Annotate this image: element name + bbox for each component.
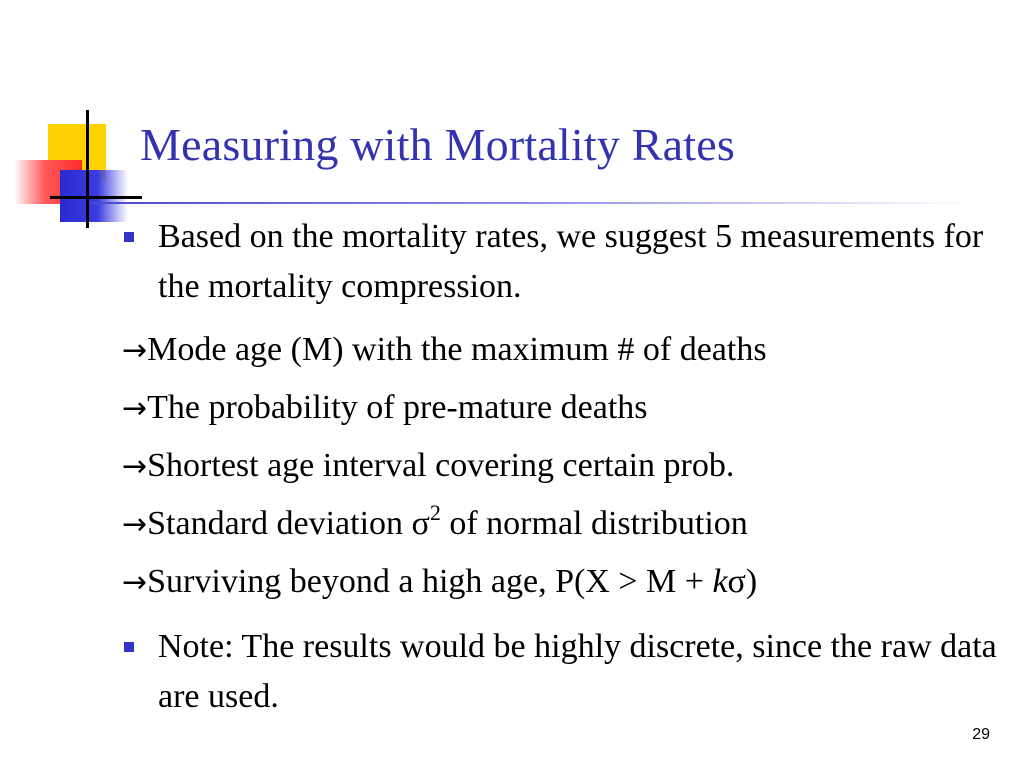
measurement-text: The probability of pre-mature deaths xyxy=(147,389,648,426)
measurement-text: Surviving beyond a high age, P(X > M + xyxy=(147,563,713,600)
right-arrow-icon: → xyxy=(122,565,148,600)
measurement-item xyxy=(122,560,757,605)
measurement-text-continued: of normal distribution xyxy=(440,505,748,542)
measurement-text: Mode age (M) with the maximum # of deaths xyxy=(147,331,767,368)
measurement-item xyxy=(122,386,648,431)
measurement-item xyxy=(122,502,748,547)
bullet-item xyxy=(122,622,1002,722)
right-arrow-icon: → xyxy=(122,333,148,368)
slide-title: Measuring with Mortality Rates xyxy=(140,119,735,170)
bullet-square-icon xyxy=(122,212,158,312)
horizontal-line xyxy=(50,196,142,199)
right-arrow-icon: → xyxy=(122,507,148,542)
bullet-item xyxy=(122,212,1002,312)
right-arrow-icon: → xyxy=(122,391,148,426)
right-arrow-icon: → xyxy=(122,449,148,484)
bullet-square-icon xyxy=(122,622,158,722)
italic-variable: k xyxy=(712,563,728,600)
measurement-item xyxy=(122,328,767,373)
measurement-text: Shortest age interval covering certain prob. xyxy=(147,447,735,484)
title-underline xyxy=(92,202,972,204)
measurement-text-continued: σ) xyxy=(727,563,758,600)
decorative-logo-graphic xyxy=(0,0,160,240)
page-number: 29 xyxy=(972,726,990,743)
superscript-exponent: 2 xyxy=(429,500,441,525)
measurement-item xyxy=(122,444,734,489)
bullet-text: Based on the mortality rates, we suggest 5 measurements for the mortality compression. xyxy=(158,218,984,305)
bullet-text: Note: The results would be highly discrete, since the raw data are used. xyxy=(158,628,997,715)
measurement-text: Standard deviation σ xyxy=(147,505,430,542)
vertical-line xyxy=(86,110,89,228)
